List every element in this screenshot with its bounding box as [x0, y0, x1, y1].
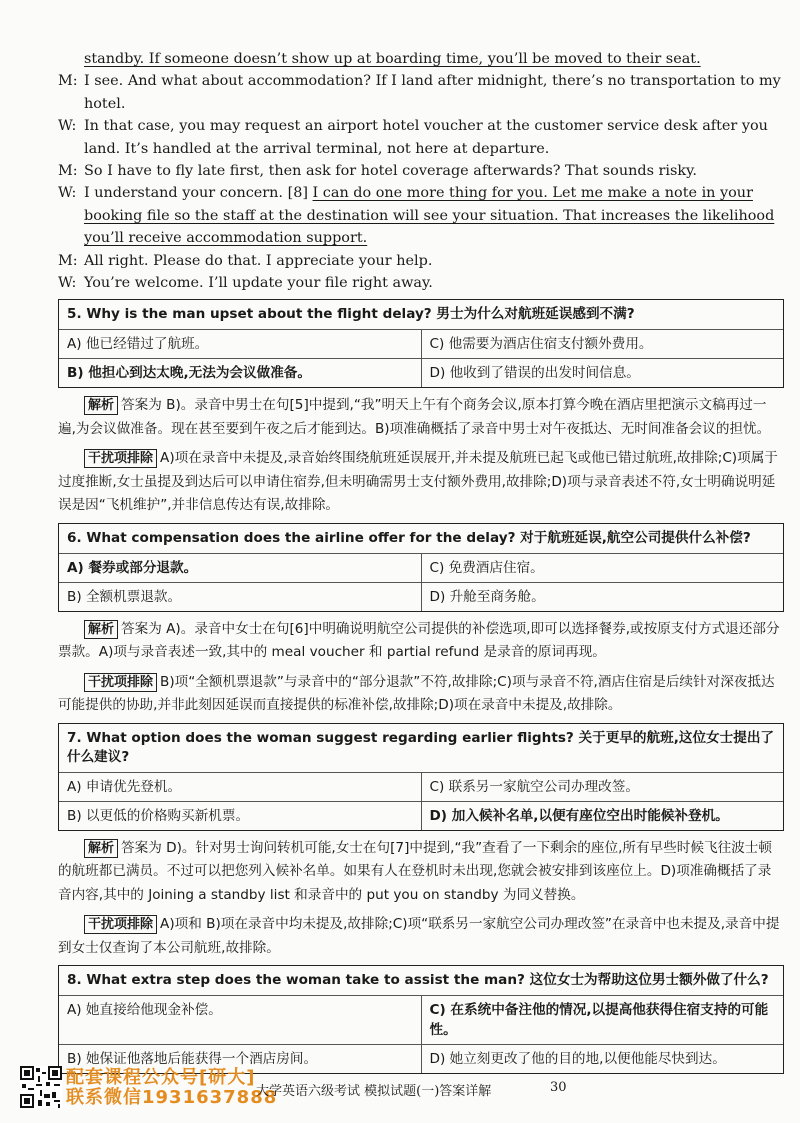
distractor-tag: 干扰项排除	[84, 673, 157, 692]
option-d: D) 升舱至商务舱。	[421, 583, 784, 611]
distractor-text: B)项“全额机票退款”与录音中的“部分退款”不符,故排除;C)项与录音不符,酒店住宿是后续针对深夜抵达可能提供的协助,并非此刻因延误而直接提供的标准补偿,故排除;D)项在录音中未提及,故排除。	[58, 673, 775, 714]
line-text: You’re welcome. I’ll update your file right away.	[84, 275, 433, 292]
option-c: C) 他需要为酒店住宿支付额外费用。	[421, 330, 784, 358]
option-d: D) 他收到了错误的出发时间信息。	[421, 359, 784, 387]
analysis-tag: 解析	[84, 396, 118, 415]
speaker-label: W:	[58, 185, 77, 202]
analysis-text: 答案为 B)。录音中男士在句[5]中提到,“我”明天上午有个商务会议,原本打算今晚在酒店里把演示文稿再过一遍,为会议做准备。现在甚至要到午夜之后才能到达。B)项准确概括了录音中男士对午夜抵达、无时间准备会议的担忧。	[58, 397, 771, 437]
question-text: 8. What extra step does the woman take to assist the man? 这位女士为帮助这位男士额外做了什么?	[67, 972, 769, 989]
distractor-text: A)项和 B)项在录音中均未提及,故排除;C)项“联系另一家航空公司办理改签”在录音中也未提及,录音中提到女士仅查询了本公司航班,故排除。	[58, 916, 780, 956]
page-footer	[20, 1066, 780, 1116]
analysis-paragraph	[58, 618, 782, 665]
page-number: 30	[550, 1080, 567, 1095]
line-underlined: I can do one more thing for you. Let me make a note in your booking file so the staff at the destination will see your situation. That increases the likelihood you’ll receive accommodation support.	[84, 185, 775, 247]
promo-line: 配套课程公众号[研大]	[66, 1067, 256, 1088]
line-underlined: standby. If someone doesn’t show up at boarding time, you’ll be moved to their seat.	[84, 51, 701, 67]
analysis-tag: 解析	[84, 839, 118, 858]
question-text: 6. What compensation does the airline offer for the delay? 对于航班延误,航空公司提供什么补偿?	[67, 529, 751, 546]
option-c-correct: C) 在系统中备注他的情况,以提高他获得住宿支持的可能性。	[421, 996, 784, 1044]
option-row	[59, 329, 783, 358]
dialogue-line	[58, 70, 782, 115]
dialogue-line	[58, 250, 782, 272]
question-table	[58, 723, 784, 831]
distractor-tag: 干扰项排除	[84, 915, 157, 934]
line-text: I understand your concern. [8]	[84, 185, 313, 202]
option-c: C) 联系另一家航空公司办理改签。	[421, 773, 784, 801]
question-table	[58, 299, 784, 388]
option-row	[59, 553, 783, 582]
option-c: C) 免费酒店住宿。	[421, 554, 784, 582]
speaker-label: M:	[58, 163, 78, 180]
dialogue-line	[58, 48, 782, 70]
distractor-text: A)项在录音中未提及,录音始终围绕航班延误展开,并未提及航班已起飞或他已错过航班,故排除;C)项属于过度推断,女士虽提及到达后可以申请住宿券,但未明确需男士支付额外费用,故排除;D)项与录音表述不符,女士明确说明延误是因“飞机维护”,并非信息传达有误,故排除。	[58, 450, 778, 514]
speaker-label: W:	[58, 275, 77, 292]
speaker-label: M:	[58, 73, 78, 90]
dialogue-line	[58, 272, 782, 294]
option-row	[59, 801, 783, 830]
dialogue-line	[58, 182, 782, 249]
option-a-correct: A) 餐券或部分退款。	[67, 559, 198, 576]
analysis-paragraph	[58, 837, 782, 908]
page-content	[58, 48, 782, 1074]
line-text: I see. And what about accommodation? If I land after midnight, there’s no transportation to my hotel.	[84, 73, 781, 112]
option-b: B) 以更低的价格购买新机票。	[67, 807, 250, 824]
distractor-paragraph	[58, 671, 782, 718]
question-text: 5. Why is the man upset about the flight delay? 男士为什么对航班延误感到不满?	[67, 306, 635, 323]
option-row	[59, 582, 783, 611]
option-a: A) 申请优先登机。	[67, 778, 182, 795]
analysis-paragraph	[58, 394, 782, 441]
analysis-text: 答案为 D)。针对男士询问转机可能,女士在句[7]中提到,“我”查看了一下剩余的座位,所有早些时候飞往波士顿的航班都已满员。不过可以把您列入候补名单。如果有人在登机时未出现,您就会被安排到该座位上。D)项准确概括了录音内容,其中的 Joining a standby list 和录音中的 put you on standby 为同义替换。	[58, 839, 772, 903]
distractor-paragraph	[58, 447, 782, 518]
line-text: In that case, you may request an airport hotel voucher at the customer service desk after you land. It’s handled at the arrival terminal, not here at departure.	[84, 118, 768, 157]
analysis-text: 答案为 A)。录音中女士在句[6]中明确说明航空公司提供的补偿选项,即可以选择餐券,或按原支付方式退还部分票款。A)项与录音表述一致,其中的 meal voucher 和 partial refund 是录音的原词再现。	[58, 620, 780, 661]
footer-title: 大学英语六级考试 模拟试题(一)答案详解	[256, 1084, 492, 1099]
option-a: A) 她直接给他现金补偿。	[67, 1002, 222, 1019]
dialogue-line	[58, 115, 782, 160]
option-d-correct: D) 加入候补名单,以便有座位空出时能候补登机。	[421, 802, 784, 830]
speaker-label: M:	[58, 252, 78, 269]
option-d: D) 她立刻更改了他的目的地,以便他能尽快到达。	[421, 1045, 784, 1073]
option-b: B) 全额机票退款。	[67, 588, 182, 605]
option-b: B) 她保证他落地后能获得一个酒店房间。	[67, 1051, 318, 1068]
line-text: So I have to fly late first, then ask for hotel coverage afterwards? That sounds risky.	[84, 163, 697, 180]
option-row	[59, 772, 783, 801]
line-text: All right. Please do that. I appreciate your help.	[84, 252, 433, 269]
dialogue-line	[58, 160, 782, 182]
question-table	[58, 965, 784, 1074]
question-text: 7. What option does the woman suggest regarding earlier flights? 关于更早的航班,这位女士提出了什么建议?	[67, 729, 775, 765]
option-a: A) 他已经错过了航班。	[67, 336, 209, 353]
qr-code-icon	[20, 1066, 62, 1108]
option-row	[59, 995, 783, 1044]
distractor-paragraph	[58, 913, 782, 960]
promo-text	[66, 1068, 277, 1108]
promo-line: 联系微信1931637888	[66, 1087, 278, 1108]
distractor-tag: 干扰项排除	[84, 449, 157, 468]
analysis-tag: 解析	[84, 620, 118, 639]
speaker-label: W:	[58, 118, 77, 135]
question-table	[58, 523, 784, 612]
dialogue	[58, 48, 782, 294]
option-row	[59, 358, 783, 387]
option-b-correct: B) 他担心到达太晚,无法为会议做准备。	[67, 365, 311, 382]
